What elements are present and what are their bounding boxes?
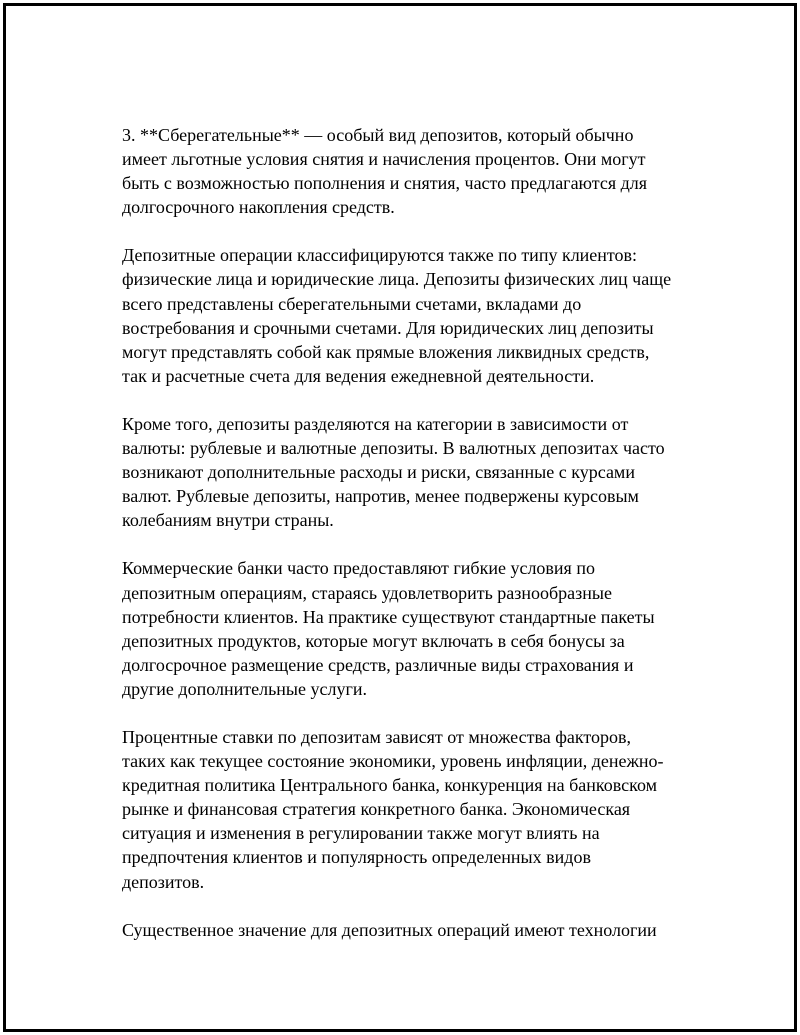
text-line: Существенное значение для депозитных операций имеют технологии — [122, 919, 657, 940]
text-line: предпочтения клиентов и популярность определенных видов — [122, 847, 591, 868]
text-line: ситуация и изменения в регулировании также могут влиять на — [122, 823, 600, 844]
text-line: колебаниям внутри страны. — [122, 510, 334, 531]
text-line: другие дополнительные услуги. — [122, 678, 367, 699]
text-line: Депозитные операции классифицируются также по типу клиентов: — [122, 245, 638, 266]
text-line: возникают дополнительные расходы и риски, связанные с курсами — [122, 462, 635, 483]
paragraph-technologies — [122, 918, 702, 942]
text-line: Кроме того, депозиты разделяются на категории в зависимости от — [122, 413, 629, 434]
text-line: физические лица и юридические лица. Депозиты физических лиц чаще — [122, 269, 672, 290]
text-line: рынке и финансовая стратегия конкретного банка. Экономическая — [122, 799, 631, 820]
text-line: валюты: рублевые и валютные депозиты. В валютных депозитах часто — [122, 438, 665, 459]
paragraph-currency — [122, 412, 702, 532]
text-line: депозитных продуктов, которые могут включать в себя бонусы за — [122, 630, 625, 651]
paragraph-commercial-banks — [122, 556, 702, 701]
text-line: могут представлять собой как прямые вложения ликвидных средств, — [122, 341, 650, 362]
text-line: Коммерческие банки часто предоставляют гибкие условия по — [122, 558, 595, 579]
text-line: востребования и срочными счетами. Для юридических лиц депозиты — [122, 317, 654, 338]
paragraph-savings-deposits — [122, 123, 702, 219]
text-line: долгосрочное размещение средств, различные виды страхования и — [122, 654, 634, 675]
paragraph-interest-rates — [122, 725, 702, 894]
text-line: так и расчетные счета для ведения ежедневной деятельности. — [122, 365, 595, 386]
text-line: депозитов. — [122, 871, 205, 892]
text-line: потребности клиентов. На практике существуют стандартные пакеты — [122, 606, 655, 627]
text-line: долгосрочного накопления средств. — [122, 197, 395, 218]
text-line: быть с возможностью пополнения и снятия, часто предлагаются для — [122, 173, 648, 194]
text-line: имеет льготные условия снятия и начисления процентов. Они могут — [122, 149, 646, 170]
page-content — [122, 123, 702, 942]
text-line: 3. **Сберегательные** — особый вид депозитов, который обычно — [122, 125, 634, 145]
text-line: Процентные ставки по депозитам зависят от множества факторов, — [122, 726, 632, 747]
text-line: всего представлены сберегательными счетами, вкладами до — [122, 293, 582, 314]
text-line: депозитным операциям, стараясь удовлетворить разнообразные — [122, 582, 612, 603]
page-frame — [3, 3, 797, 1032]
text-line: валют. Рублевые депозиты, напротив, менее подвержены курсовым — [122, 486, 639, 507]
paragraph-client-types — [122, 243, 702, 388]
text-line: кредитная политика Центрального банка, конкуренция на банковском — [122, 775, 657, 796]
text-line: таких как текущее состояние экономики, уровень инфляции, денежно- — [122, 751, 664, 772]
